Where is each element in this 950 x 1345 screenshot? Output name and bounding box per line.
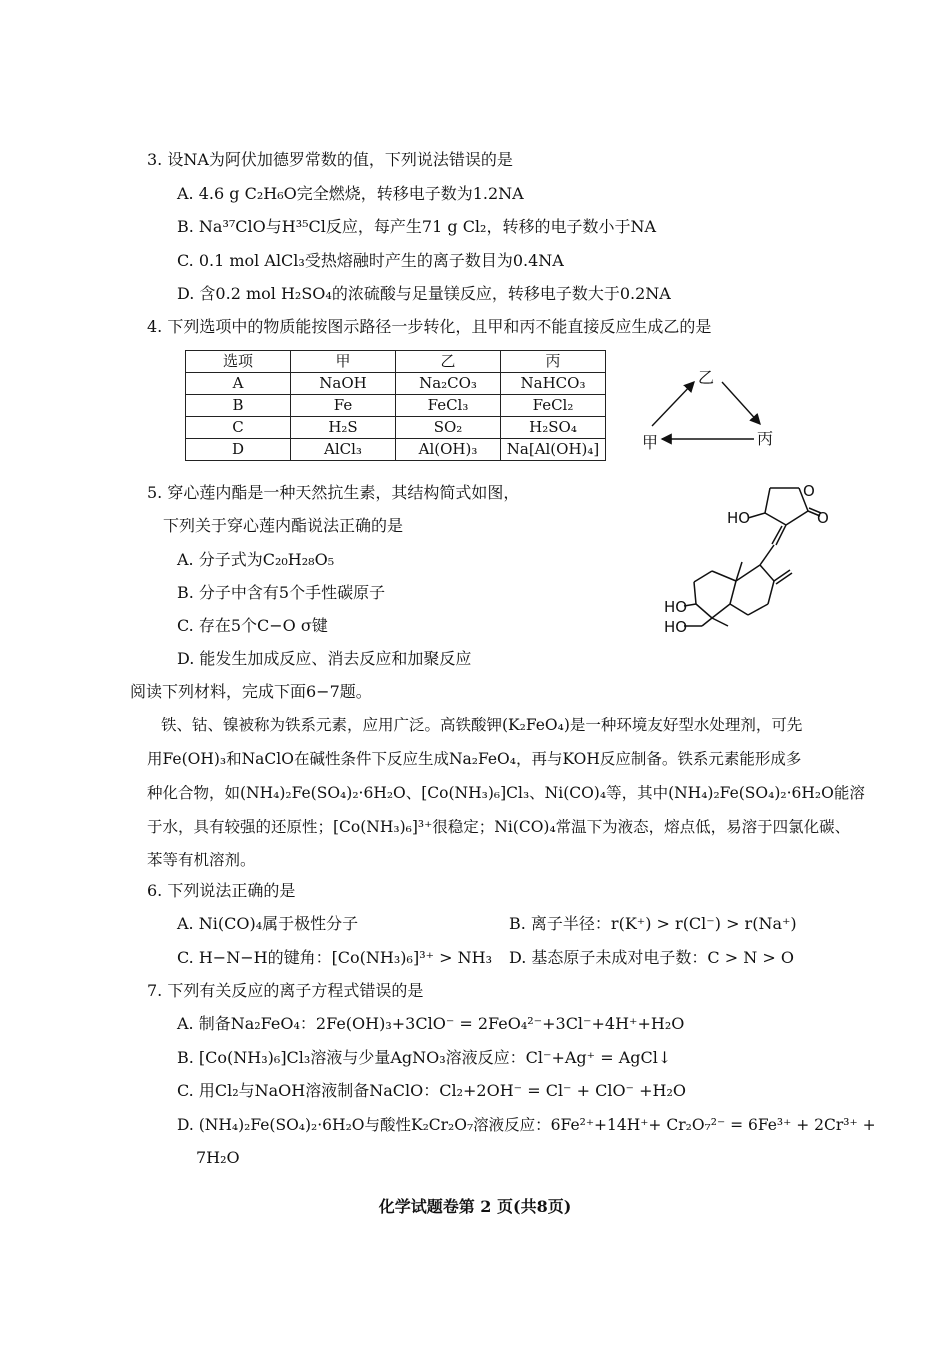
q4-stem: 4. 下列选项中的物质能按图示路径一步转化，且甲和丙不能直接反应生成乙的是	[147, 317, 712, 336]
q5-stem: 5. 穿心莲内酯是一种天然抗生素，其结构简式如图，	[147, 483, 520, 502]
table-row	[186, 417, 606, 439]
q5-substem: 下列关于穿心莲内酯说法正确的是	[163, 516, 404, 535]
table-header-cell: 丙	[501, 351, 606, 373]
q4-conversion-diagram	[630, 358, 790, 458]
diagram-label-left: 甲	[642, 433, 659, 452]
q7-option-b: B. [Co(NH₃)₆]Cl₃溶液与少量AgNO₃溶液反应：Cl⁻+Ag⁺ = AgCl↓	[177, 1048, 672, 1067]
ho-label: HO	[727, 509, 751, 527]
q7-option-d-continued: 7H₂O	[196, 1148, 240, 1167]
arrow-left-to-top	[652, 382, 694, 426]
table-cell: FeCl₃	[396, 395, 501, 417]
table-row	[186, 395, 606, 417]
diagram-label-top: 乙	[698, 368, 715, 387]
q7-stem: 7. 下列有关反应的离子方程式错误的是	[147, 981, 424, 1000]
q6-option-a: A. Ni(CO)₄属于极性分子	[177, 914, 359, 933]
table-cell: B	[186, 395, 291, 417]
q5-option-b: B. 分子中含有5个手性碳原子	[177, 583, 386, 602]
table-cell: FeCl₂	[501, 395, 606, 417]
q6-stem: 6. 下列说法正确的是	[147, 881, 296, 900]
ho-label: HO	[664, 598, 688, 616]
q7-option-c: C. 用Cl₂与NaOH溶液制备NaClO：Cl₂+2OH⁻ = Cl⁻ + ClO⁻ +H₂O	[177, 1081, 686, 1100]
diagram-label-right: 丙	[757, 429, 774, 448]
table-cell: H₂SO₄	[501, 417, 606, 439]
reading-line: 用Fe(OH)₃和NaClO在碱性条件下反应生成Na₂FeO₄，再与KOH反应制备。铁系元素能形成多	[147, 750, 802, 768]
reading-line: 铁、钴、镍被称为铁系元素，应用广泛。高铁酸钾(K₂FeO₄)是一种环境友好型水处理剂，可先	[161, 716, 803, 734]
q7-option-a: A. 制备Na₂FeO₄：2Fe(OH)₃+3ClO⁻ = 2FeO₄²⁻+3Cl⁻+4H⁺+H₂O	[177, 1014, 685, 1033]
table-cell: H₂S	[291, 417, 396, 439]
table-cell: SO₂	[396, 417, 501, 439]
table-cell: D	[186, 439, 291, 461]
table-cell: Na[Al(OH)₄]	[501, 439, 606, 461]
ring-oxygen-label: O	[803, 482, 815, 500]
reading-intro: 阅读下列材料，完成下面6−7题。	[130, 682, 372, 701]
q3-option-c: C. 0.1 mol AlCl₃受热熔融时产生的离子数目为0.4NA	[177, 251, 564, 270]
table-cell: NaOH	[291, 373, 396, 395]
table-header-cell: 甲	[291, 351, 396, 373]
carbonyl-oxygen-label: O	[817, 509, 829, 527]
table-cell: A	[186, 373, 291, 395]
page-footer: 化学试题卷第 2 页(共8页)	[378, 1197, 572, 1216]
arrow-top-to-right	[722, 382, 760, 424]
q6-option-d: D. 基态原子未成对电子数：C > N > O	[509, 948, 794, 967]
table-row	[186, 439, 606, 461]
q5-option-a: A. 分子式为C₂₀H₂₈O₅	[177, 550, 335, 569]
table-header-cell: 乙	[396, 351, 501, 373]
table-header-cell: 选项	[186, 351, 291, 373]
q7-option-d: D. (NH₄)₂Fe(SO₄)₂·6H₂O与酸性K₂Cr₂O₇溶液反应：6Fe²⁺+14H⁺+ Cr₂O₇²⁻ = 6Fe³⁺ + 2Cr³⁺ +	[177, 1116, 876, 1134]
table-cell: NaHCO₃	[501, 373, 606, 395]
q6-option-c: C. H−N−H的键角：[Co(NH₃)₆]³⁺ > NH₃	[177, 948, 492, 967]
table-cell: AlCl₃	[291, 439, 396, 461]
q5-option-c: C. 存在5个C−O σ键	[177, 616, 328, 635]
q3-option-d: D. 含0.2 mol H₂SO₄的浓硫酸与足量镁反应，转移电子数大于0.2NA	[177, 284, 671, 303]
table-cell: C	[186, 417, 291, 439]
q3-option-b: B. Na³⁷ClO与H³⁵Cl反应，每产生71 g Cl₂，转移的电子数小于NA	[177, 217, 657, 236]
q5-option-d: D. 能发生加成反应、消去反应和加聚反应	[177, 649, 472, 668]
q3-option-a: A. 4.6 g C₂H₆O完全燃烧，转移电子数为1.2NA	[177, 184, 524, 203]
q6-option-b: B. 离子半径：r(K⁺) > r(Cl⁻) > r(Na⁺)	[509, 914, 797, 933]
q4-table	[185, 350, 606, 461]
reading-line: 苯等有机溶剂。	[147, 851, 256, 869]
table-cell: Fe	[291, 395, 396, 417]
reading-line: 于水，具有较强的还原性；[Co(NH₃)₆]³⁺很稳定；Ni(CO)₄常温下为液态，熔点低，易溶于四氯化碳、	[147, 818, 851, 836]
table-header-row	[186, 351, 606, 373]
q3-stem: 3. 设NA为阿伏加德罗常数的值，下列说法错误的是	[147, 150, 513, 169]
reading-line: 种化合物，如(NH₄)₂Fe(SO₄)₂·6H₂O、[Co(NH₃)₆]Cl₃、Ni(CO)₄等，其中(NH₄)₂Fe(SO₄)₂·6H₂O能溶	[147, 784, 865, 802]
table-row	[186, 373, 606, 395]
table-cell: Na₂CO₃	[396, 373, 501, 395]
ho-label: HO	[664, 618, 688, 636]
table-cell: Al(OH)₃	[396, 439, 501, 461]
andrographolide-structure	[660, 478, 840, 638]
